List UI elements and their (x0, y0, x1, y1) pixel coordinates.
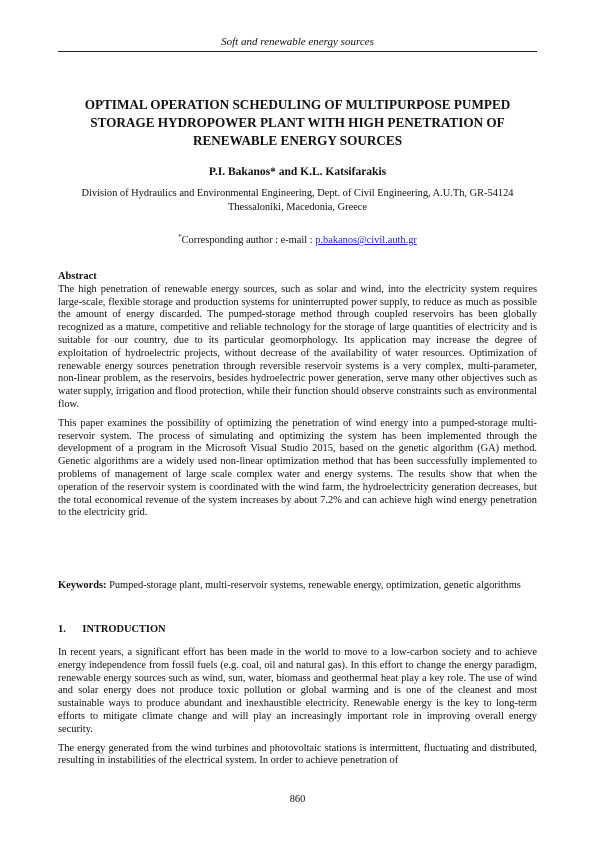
keywords-label: Keywords: (58, 580, 107, 591)
authors: P.I. Bakanos* and K.L. Katsifarakis (208, 166, 387, 178)
abstract-heading: Abstract (58, 271, 97, 282)
running-title: Soft and renewable energy sources (221, 36, 374, 48)
corresponding-marker: * (178, 233, 182, 241)
email-link[interactable]: p.bakanos@civil.auth.gr (315, 235, 417, 246)
page-number: 860 (289, 794, 306, 805)
intro-number: 1. (58, 624, 66, 635)
abstract-section (58, 271, 537, 520)
intro-paragraph-2: The energy generated from the wind turbines and photovoltaic stations is intermittent, fluctuating and distributed, resulting in instabilities of the electrical system. In order to achieve penetration of (58, 742, 537, 767)
intro-title: INTRODUCTION (82, 624, 166, 635)
running-header (58, 36, 537, 52)
paper-title: OPTIMAL OPERATION SCHEDULING OF MULTIPURPOSE PUMPED STORAGE HYDROPOWER PLANT WITH HIGH PENETRATION OF RENEWABLE ENERGY SOURCES (84, 97, 511, 148)
intro-paragraph-1: In recent years, a significant effort has been made in the world to move to a low-carbon society and to achieve energy independence from fossil fuels (e.g. coal, oil and natural gas). In this effort to change the energy paradigm, renewable energy sources such as wind, sun, water, biomass and geothermal heat play a key role. The use of wind and solar energy does not produce toxic pollution or global warming and is one of the cleanest and most sustainable ways to produce abundant and inexhaustible electricity. Renewable energy is the key to long-term efforts to mitigate climate change and will play an increasingly important role in improving overall energy security. (58, 647, 537, 735)
corresponding-author (58, 233, 537, 246)
keywords-block (58, 580, 537, 593)
introduction-heading (58, 624, 537, 637)
abstract-paragraph-2: This paper examines the possibility of optimizing the penetration of wind energy into a pumped-storage multi-reservoir system. The process of simulating and optimizing the system has been implemented through the development of a program in the Microsoft Visual Studio 2015, based on the genetic algorithm (GA) method. Genetic algorithms are a widely used non-linear optimization method that has been successfully implemented to problems of management of large scale complex water and energy systems. The results show that when the operation of the reservoir system is coordinated with the wind farm, the hydroelectricity generation decreases, but the total economical revenue of the system increases by about 7.2% and can achieve high wind energy penetration to the electricity grid. (58, 417, 537, 519)
affiliation: Division of Hydraulics and Environmental Engineering, Dept. of Civil Engineering, A.U.Th, GR-54124 Thessaloniki, Macedonia, Greece (81, 188, 514, 213)
abstract-paragraph-1: The high penetration of renewable energy sources, such as solar and wind, into the electricity system requires large-scale, flexible storage and production systems for uninterrupted power supply, to reduce as much as possible the amount of energy discarded. The pumped-storage method through coupled reservoirs has been globally recognized as a mature, competitive and reliable technology for the storage of large quantities of electricity and is suitable for our country, due to its particular geomorphology. Its application may increase the degree of exploitation of hydroelectric projects, without decrease of the availability of water resources. Optimization of renewable energy sources penetration through reversible reservoir systems is a very complex, multi-parameter, non-linear problem, as the reservoirs, besides hydroelectric power generation, serve many other objectives such as water supply, irrigation and flood protection, while their function should observe constraints such as environmental flow. (58, 283, 537, 410)
keywords-text: Pumped-storage plant, multi-reservoir systems, renewable energy, optimization, genetic algorithms (106, 580, 521, 591)
introduction-body (58, 647, 537, 768)
corresponding-label: Corresponding author : e-mail : (181, 235, 316, 246)
